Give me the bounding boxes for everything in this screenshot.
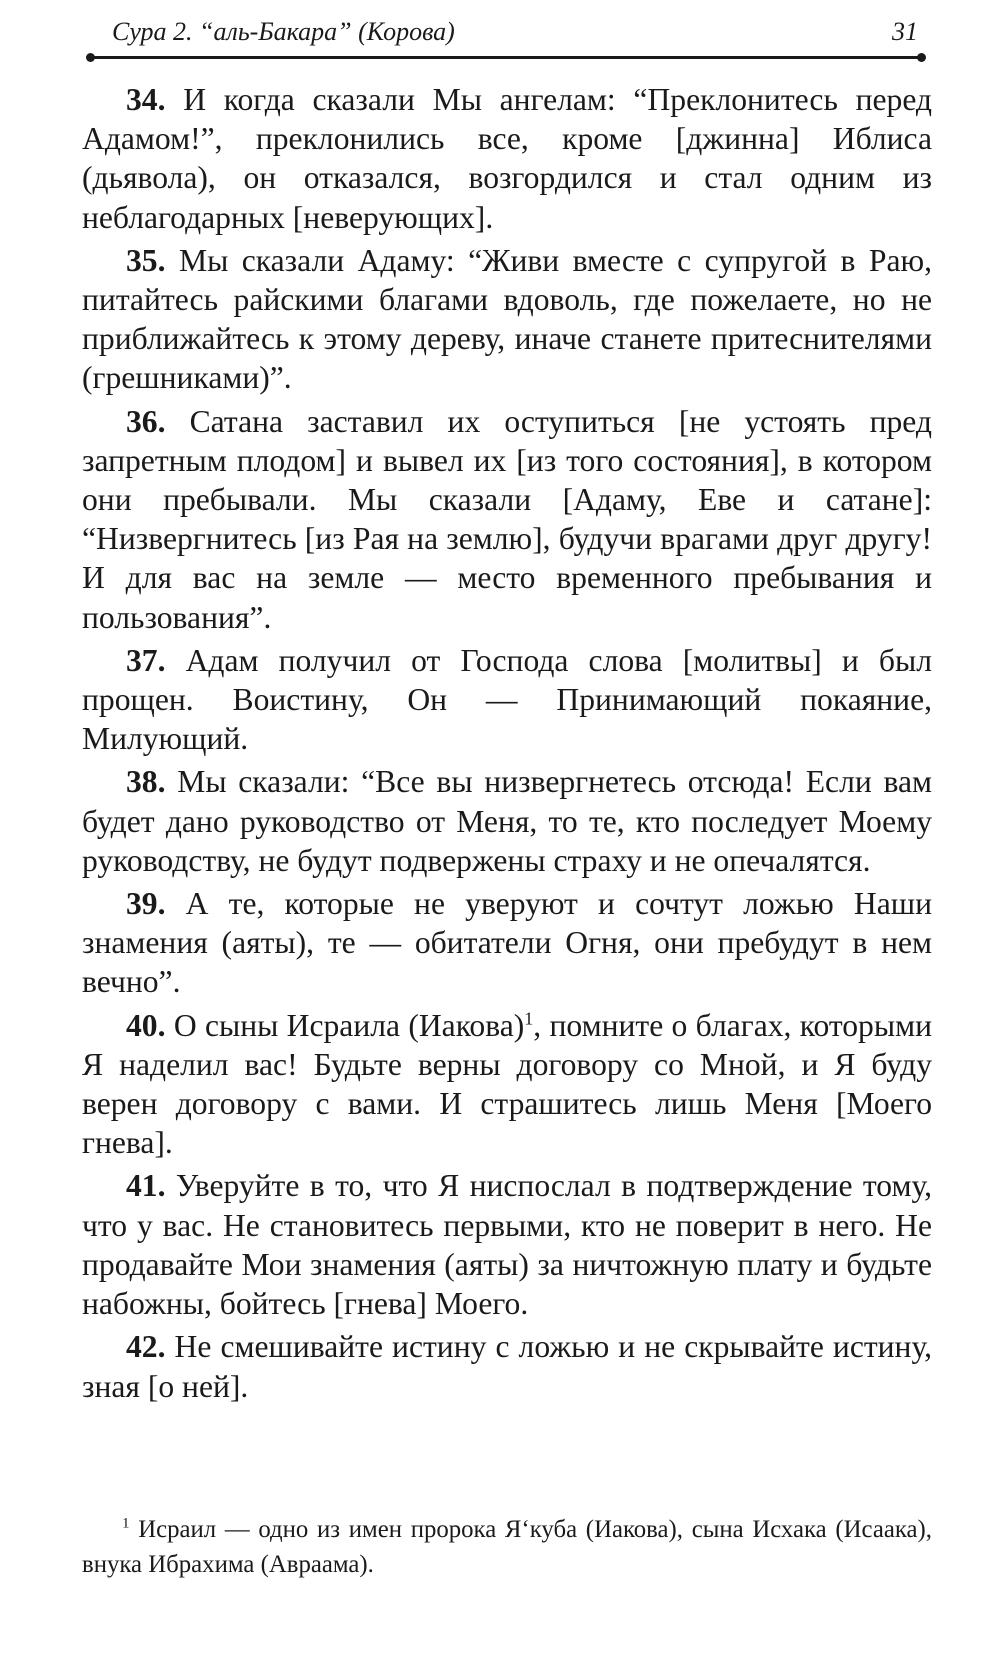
verse-number: 42. [126,1329,166,1365]
verse-39 [82,884,932,1002]
footnote-mark: 1 [122,1515,130,1532]
footnote-reference[interactable]: 1 [524,1008,534,1029]
verse-number: 38. [126,764,166,800]
verse-text: И когда сказали Мы ангелам: “Преклонитесь перед Адамом!”, преклонились все, кроме [джинна] Иблиса (дьявола), он отказался, возгордился и стал одним из неблагодарных [неверующих]. [82,82,932,235]
verse-number: 36. [126,403,166,439]
verse-number: 40. [126,1007,166,1043]
header-rule [90,56,922,59]
verses-text [82,80,932,1410]
verse-text-continued: , помните о благах, которыми Я наделил вас! Будьте верны договору со Мной, и Я буду верен договору с вами. И страшитесь лишь Меня [Моего гнева]. [82,1007,932,1161]
verse-number: 41. [126,1168,166,1204]
verse-text: Мы сказали: “Все вы низвергнетесь отсюда! Если вам будет дано руководство от Меня, то те, кто последует Моему руководству, не будут подвержены страху и не опечалятся. [82,764,932,878]
verse-text: Уверуйте в то, что Я ниспослал в подтверждение тому, что у вас. Не становитесь первыми, кто не поверит в него. Не продавайте Мои знамения (аяты) за ничтожную плату и будьте набожны, бойтесь [гнева] Моего. [82,1168,932,1322]
page-number: 31 [892,17,918,46]
verse-42 [82,1327,932,1405]
verse-34 [82,80,932,237]
verse-38 [82,762,932,880]
verse-41 [82,1166,932,1323]
verse-number: 37. [126,642,166,678]
footnote-text: Исраил — одно из имен пророка Я‘куба (Иакова), сына Исхака (Исаака), внука Ибрахима (Авраама). [82,1516,932,1578]
verse-35 [82,241,932,398]
footnote [82,1512,932,1582]
verse-text: О сыны Исраила (Иакова) [165,1007,525,1043]
verse-40 [82,1006,932,1163]
verse-number: 34. [126,82,166,117]
verse-text: Не смешивайте истину с ложью и не скрывайте истину, зная [о ней]. [82,1329,932,1404]
verse-text: А те, которые не уверуют и сочтут ложью Наши знамения (аяты), те — обитатели Огня, они пребудут в нем вечно”. [82,886,932,1000]
verse-text: Сатана заставил их оступиться [не устоять пред запретным плодом] и вывел их [из того состояния], в котором они пребывали. Мы сказали [Адаму, Еве и сатане]: “Низвергнитесь [из Рая на землю], будучи врагами друг другу! И для вас на земле — место временного пребывания и пользования”. [82,403,932,635]
verse-number: 35. [126,242,166,278]
verse-text: Адам получил от Господа слова [молитвы] и был прощен. Воистину, Он — Принимающий покаяние, Милующий. [82,642,932,757]
verse-36 [82,402,932,637]
verse-text: Мы сказали Адаму: “Живи вместе с супругой в Раю, питайтесь райскими благами вдоволь, где пожелаете, но не приближайтесь к этому дереву, иначе станете притеснителями (грешниками)”. [82,242,932,396]
chapter-title: Сура 2. “аль-Бакара” (Корова) [112,17,455,46]
running-head [112,12,922,52]
verse-number: 39. [126,886,166,922]
verse-37 [82,641,932,759]
